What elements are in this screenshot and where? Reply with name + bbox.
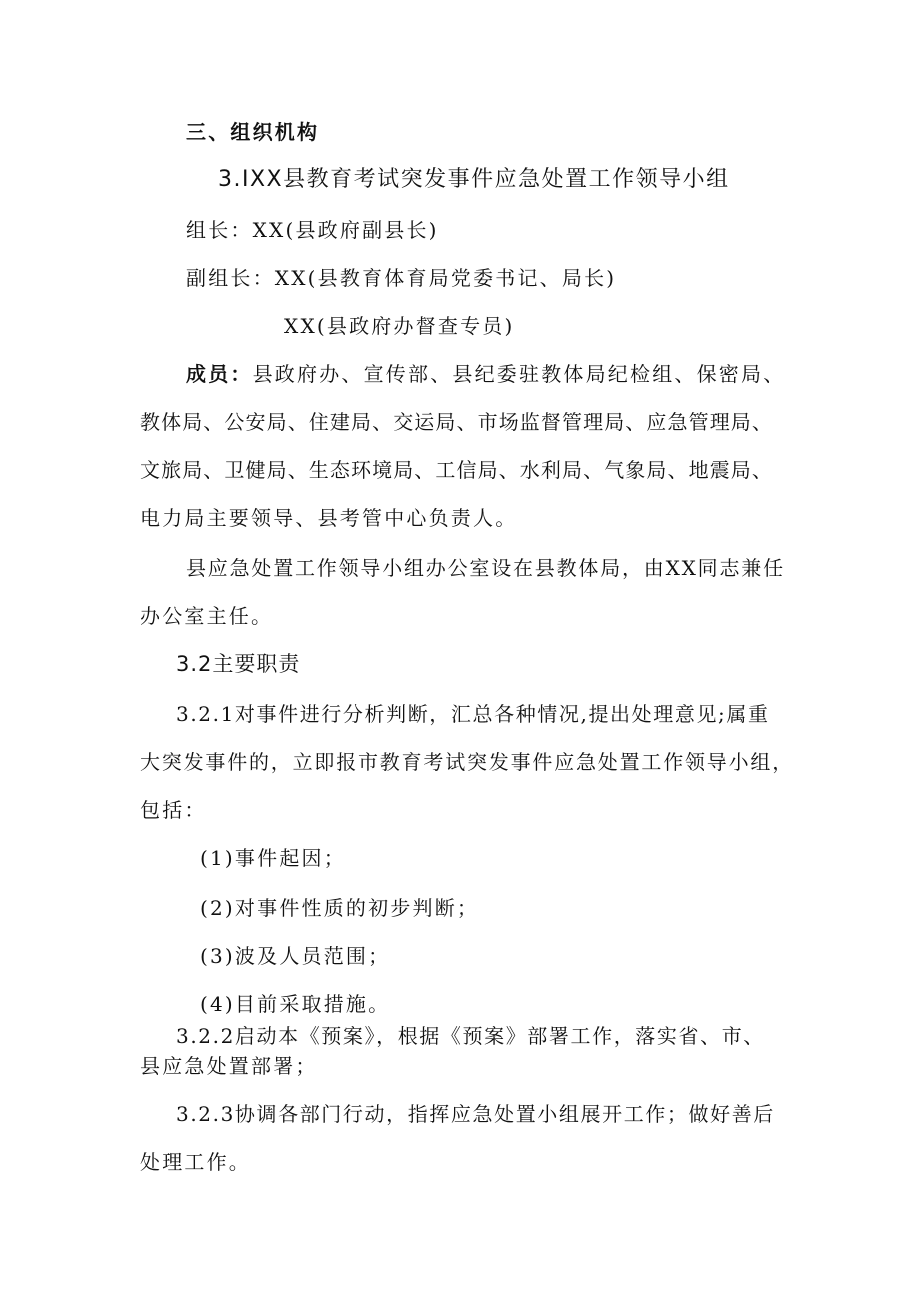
duty-321-line-2: 大突发事件的，立即报市教育考试突发事件应急处置工作领导小组，: [140, 750, 794, 774]
members-text-1: 县政府办、宣传部、县纪委驻教体局纪检组、保密局、: [252, 362, 786, 386]
members-line-3: 文旅局、卫健局、生态环境局、工信局、水利局、气象局、地震局、: [140, 458, 773, 482]
list-item: (2)对事件性质的初步判断；: [200, 896, 480, 920]
deputy-leader-line-1: 副组长：XX(县教育体育局党委书记、局长): [186, 266, 617, 290]
list-item: (1)事件起因；: [200, 846, 346, 870]
duty-322-line-1: 3.2.2启动本《预案》，根据《预案》部署工作，落实省、市、: [176, 1024, 765, 1048]
subheading-3-2: 3.2主要职责: [176, 652, 301, 676]
duty-322-line-2: 县应急处置部署；: [140, 1054, 318, 1078]
members-label: 成员：: [186, 362, 253, 386]
duty-321-line-1: 3.2.1对事件进行分析判断，汇总各种情况,提出处理意见;属重: [176, 702, 770, 726]
office-line-2: 办公室主任。: [140, 604, 274, 628]
leader-line: 组长：XX(县政府副县长): [186, 218, 439, 242]
section-heading: 三、组织机构: [186, 120, 320, 144]
members-line-1: [186, 362, 785, 386]
duty-321-line-3: 包括：: [140, 798, 207, 822]
members-line-4: 电力局主要领导、县考管中心负责人。: [140, 506, 518, 530]
deputy-leader-line-2: XX(县政府办督查专员): [284, 314, 515, 338]
members-line-2: 教体局、公安局、住建局、交运局、市场监督管理局、应急管理局、: [140, 410, 773, 434]
list-item: (4)目前采取措施。: [200, 992, 391, 1016]
subheading-3-1: 3.IXX县教育考试突发事件应急处置工作领导小组: [218, 167, 730, 192]
office-line-1: 县应急处置工作领导小组办公室设在县教体局，由XX同志兼任: [186, 556, 785, 580]
duty-323-line-2: 处理工作。: [140, 1150, 251, 1174]
duty-323-line-1: 3.2.3协调各部门行动，指挥应急处置小组展开工作；做好善后: [176, 1102, 775, 1126]
list-item: (3)波及人员范围；: [200, 944, 391, 968]
